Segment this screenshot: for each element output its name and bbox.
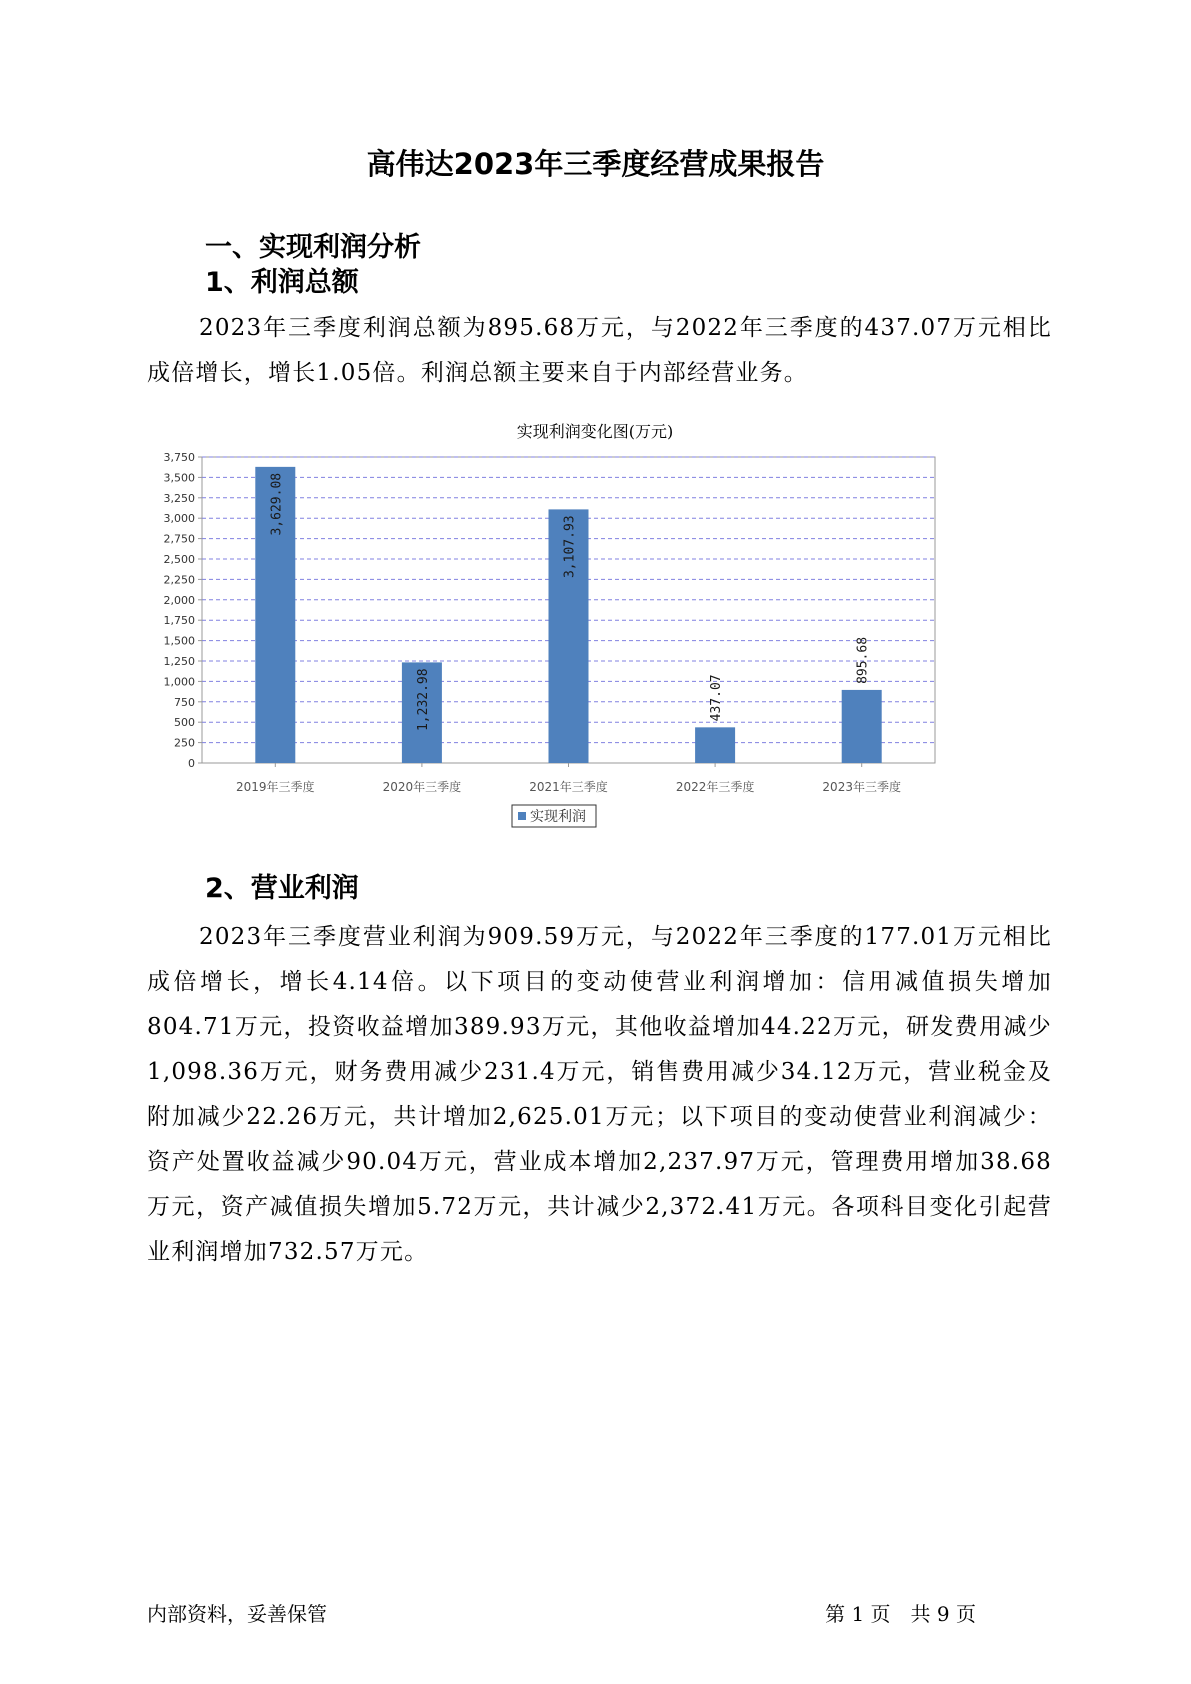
data-label-3: 3,107.93 <box>562 515 578 579</box>
bar-5 <box>842 690 882 763</box>
bar-4 <box>695 727 735 763</box>
y-tick-label: 750 <box>174 695 195 709</box>
data-label-4: 437.07 <box>709 674 725 722</box>
subsection-heading-operating-profit: 2、营业利润 <box>205 873 359 904</box>
x-tick-label: 2021年三季度 <box>529 780 608 794</box>
y-tick-label: 3,250 <box>163 491 195 505</box>
y-tick-label: 1,000 <box>163 675 195 689</box>
page-title: 高伟达2023年三季度经营成果报告 <box>366 147 825 181</box>
y-tick-label: 2,500 <box>163 553 195 566</box>
y-tick-label: 2,750 <box>163 532 195 546</box>
y-tick-label: 2,250 <box>163 573 195 587</box>
y-tick-label: 500 <box>174 716 195 730</box>
data-label-5: 895.68 <box>855 636 871 684</box>
x-tick-label: 2020年三季度 <box>382 780 462 794</box>
paragraph-profit-total: 2023年三季度利润总额为895.68万元，与2022年三季度的437.07万元相比成倍增长，增长1.05倍。利润总额主要来自于内部经营业务。 <box>147 315 1052 386</box>
footer-page-number: 第 1 页 共 9 页 <box>825 1602 976 1626</box>
x-tick-label: 2023年三季度 <box>822 780 901 794</box>
legend-label: 实现利润 <box>530 809 586 825</box>
data-label-1: 3,629.08 <box>269 472 285 536</box>
y-tick-label: 2,000 <box>163 593 195 607</box>
y-tick-label: 250 <box>174 736 195 750</box>
legend-swatch <box>518 812 526 820</box>
section-heading: 一、实现利润分析 <box>205 232 421 263</box>
footer-left: 内部资料，妥善保管 <box>147 1602 327 1626</box>
profit-bar-chart <box>160 422 1030 900</box>
y-tick-label: 3,000 <box>163 512 195 526</box>
y-tick-label: 3,750 <box>163 451 195 464</box>
y-tick-label: 1,250 <box>163 655 195 668</box>
x-tick-label: 2019年三季度 <box>236 780 315 794</box>
subsection-heading-profit-total: 1、利润总额 <box>205 267 359 298</box>
y-tick-label: 3,500 <box>163 471 195 485</box>
y-tick-label: 1,750 <box>163 614 195 628</box>
paragraph-operating-profit: 2023年三季度营业利润为909.59万元，与2022年三季度的177.01万元相比成倍增长，增长4.14倍。以下项目的变动使营业利润增加：信用减值损失增加804.71万元，投资收益增加389.93万元，其他收益增加44.22万元，研发费用减少1,098.36万元，财务费用减少231.4万元，销售费用减少34.12万元，营业税金及附加减少22.26万元，共计增加2,625.01万元；以下项目的变动使营业利润减少：资产处置收益减少90.04万元，营业成本增加2,237.97万元，管理费用增加38.68万元，资产减值损失增加5.72万元，共计减少2,372.41万元。各项科目变化引起营业利润增加732.57万元。 <box>147 924 1052 1265</box>
y-tick-label: 0 <box>188 757 195 770</box>
data-label-2: 1,232.98 <box>415 668 431 732</box>
y-tick-label: 1,500 <box>163 634 195 648</box>
x-tick-label: 2022年三季度 <box>675 780 755 794</box>
chart-title: 实现利润变化图(万元) <box>516 422 674 441</box>
